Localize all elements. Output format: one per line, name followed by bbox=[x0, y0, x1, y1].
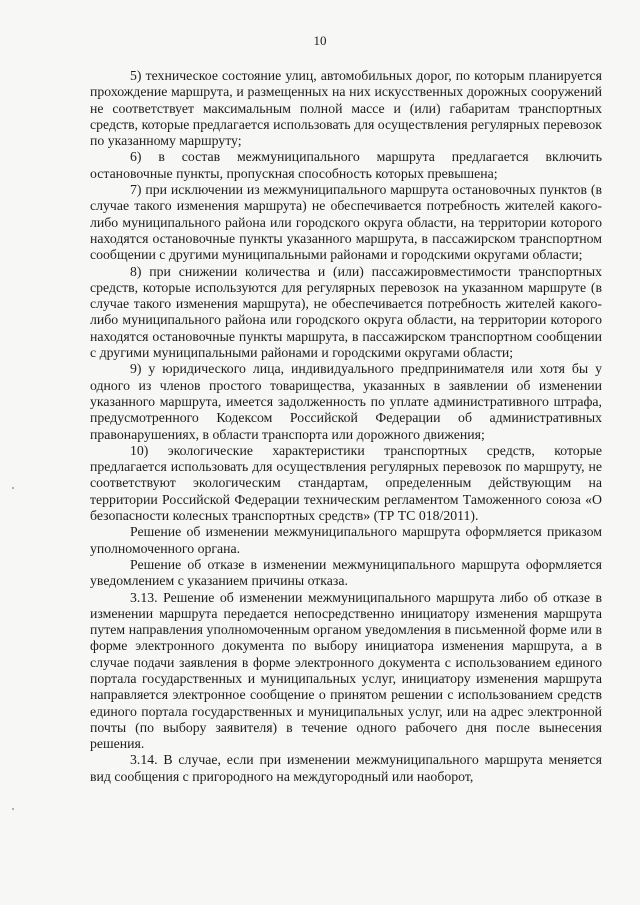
paragraph-item-9: 9) у юридического лица, индивидуального предпринимателя или хотя бы у одного из членов простого товарищества, указанных в заявлении об изменении указанного маршрута, имеется задолженность по уплате административного штрафа, предусмотренного Кодексом Российской Федерации об административных правонарушениях, в области транспорта или дорожного движения; bbox=[90, 361, 602, 442]
paragraph-section-3-13: 3.13. Решение об изменении межмуниципального маршрута либо об отказе в изменении маршрута передается непосредственно инициатору изменения маршрута путем направления уполномоченным органом уведомления в письменной форме или в форме электронного документа по выбору инициатора изменения маршрута, а в случае подачи заявления в форме электронного документа с использованием единого портала государственных и муниципальных услуг, инициатору изменения маршрута направляется электронное сообщение о принятом решении с использованием средств единого портала государственных и муниципальных услуг, или на адрес электронной почты (по выбору заявителя) в течение одного рабочего дня после вынесения решения. bbox=[90, 589, 602, 752]
scan-speck bbox=[12, 487, 14, 489]
paragraph-item-6: 6) в состав межмуниципального маршрута предлагается включить остановочные пункты, пропускная способность которых превышена; bbox=[90, 149, 602, 181]
paragraph-item-7: 7) при исключении из межмуниципального маршрута остановочных пунктов (в случае такого изменения маршрута) не обеспечивается потребность жителей какого-либо муниципального района или городского округа области, на территории которого находятся остановочные пункты указанного маршрута, в пассажирском транспортном сообщении с другими муниципальными районами и городскими округами области; bbox=[90, 182, 602, 263]
document-body bbox=[90, 68, 602, 785]
paragraph-section-3-14: 3.14. В случае, если при изменении межмуниципального маршрута меняется вид сообщения с пригородного на междугородный или наоборот, bbox=[90, 752, 602, 784]
page-number: 10 bbox=[313, 33, 327, 48]
paragraph-item-5: 5) техническое состояние улиц, автомобильных дорог, по которым планируется прохождение маршрута, и размещенных на них искусственных дорожных сооружений не соответствует максимальным полной массе и (или) габаритам транспортных средств, которые предлагается использовать для осуществления регулярных перевозок по указанному маршруту; bbox=[90, 68, 602, 149]
paragraph-item-8: 8) при снижении количества и (или) пассажировместимости транспортных средств, которые используются для регулярных перевозок на указанном маршруте (в случае такого изменения маршрута), не обеспечивается потребность жителей какого-либо муниципального района или городского округа области, на территории которого находятся остановочные пункты маршрута, в пассажирском транспортном сообщении с другими муниципальными районами и городскими округами области; bbox=[90, 263, 602, 361]
paragraph-decision-refusal: Решение об отказе в изменении межмуниципального маршрута оформляется уведомлением с указанием причины отказа. bbox=[90, 556, 602, 589]
scan-speck bbox=[12, 808, 14, 810]
paragraph-item-10: 10) экологические характеристики транспортных средств, которые предлагается использовать для осуществления регулярных перевозок по маршруту, не соответствуют экологическим стандартам, определенным действующим на территории Российской Федерации техническим регламентом Таможенного союза «О безопасности колесных транспортных средств» (ТР ТС 018/2011). bbox=[90, 442, 602, 524]
paragraph-decision-change: Решение об изменении межмуниципального маршрута оформляется приказом уполномоченного органа. bbox=[90, 524, 602, 556]
